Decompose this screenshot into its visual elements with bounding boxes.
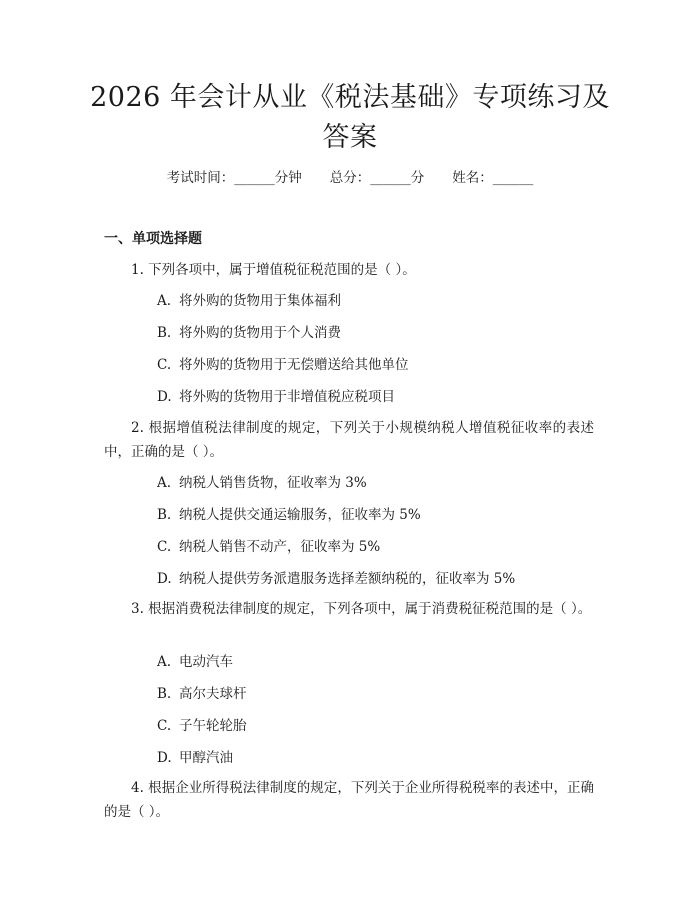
- exam-time-label: 考试时间：______分钟: [166, 170, 302, 186]
- question-2-option-b: [157, 505, 421, 525]
- question-1-option-d: [157, 387, 395, 407]
- option-letter: C.: [157, 357, 172, 373]
- option-letter: B.: [157, 325, 172, 341]
- question-3-option-c: [157, 716, 247, 736]
- option-letter: A.: [157, 475, 172, 491]
- question-2-option-d: [157, 569, 515, 589]
- option-letter: A.: [157, 654, 172, 670]
- option-letter: C.: [157, 539, 172, 555]
- total-score-label: 总分：______分: [329, 170, 425, 186]
- question-2-option-c: [157, 537, 380, 557]
- exam-info-line: [0, 168, 700, 188]
- option-text: 将外购的货物用于集体福利: [179, 293, 341, 309]
- option-letter: B.: [157, 686, 172, 702]
- question-2-text: 2. 根据增值税法律制度的规定，下列关于小规模纳税人增值税征收率的表述中，正确的是（ ）。: [104, 420, 594, 460]
- option-text: 将外购的货物用于无偿赠送给其他单位: [179, 357, 409, 373]
- question-3-option-d: [157, 748, 233, 768]
- option-text: 电动汽车: [179, 654, 233, 670]
- option-letter: A.: [157, 293, 172, 309]
- option-letter: D.: [157, 571, 172, 587]
- question-1-text: 1. 下列各项中，属于增值税征税范围的是（ ）。: [131, 262, 416, 278]
- question-3-option-b: [157, 684, 247, 704]
- question-3-option-a: [157, 652, 233, 672]
- question-3-text: 3. 根据消费税法律制度的规定，下列各项中，属于消费税征税范围的是（ ）。: [131, 601, 592, 617]
- name-label: 姓名：______: [452, 170, 534, 186]
- question-4-text: 4. 根据企业所得税法律制度的规定，下列关于企业所得税税率的表述中，正确的是（ ）。: [104, 780, 594, 820]
- option-text: 纳税人提供劳务派遣服务选择差额纳税的，征收率为 5%: [179, 571, 516, 587]
- option-text: 高尔夫球杆: [179, 686, 247, 702]
- question-1-option-b: [157, 323, 341, 343]
- option-text: 子午轮轮胎: [179, 718, 247, 734]
- question-2-option-a: [157, 473, 367, 493]
- option-letter: D.: [157, 750, 172, 766]
- section-heading: 一、单项选择题: [104, 231, 202, 247]
- option-letter: C.: [157, 718, 172, 734]
- option-text: 将外购的货物用于个人消费: [179, 325, 341, 341]
- option-text: 纳税人提供交通运输服务，征收率为 5%: [179, 507, 421, 523]
- option-text: 纳税人销售货物，征收率为 3%: [179, 475, 367, 491]
- question-1-option-c: [157, 355, 409, 375]
- option-text: 纳税人销售不动产，征收率为 5%: [179, 539, 381, 555]
- question-1-option-a: [157, 291, 341, 311]
- option-text: 甲醇汽油: [179, 750, 233, 766]
- option-letter: D.: [157, 389, 172, 405]
- option-letter: B.: [157, 507, 172, 523]
- option-text: 将外购的货物用于非增值税应税项目: [179, 389, 395, 405]
- document-title: 2026 年会计从业《税法基础》专项练习及答案: [90, 82, 610, 153]
